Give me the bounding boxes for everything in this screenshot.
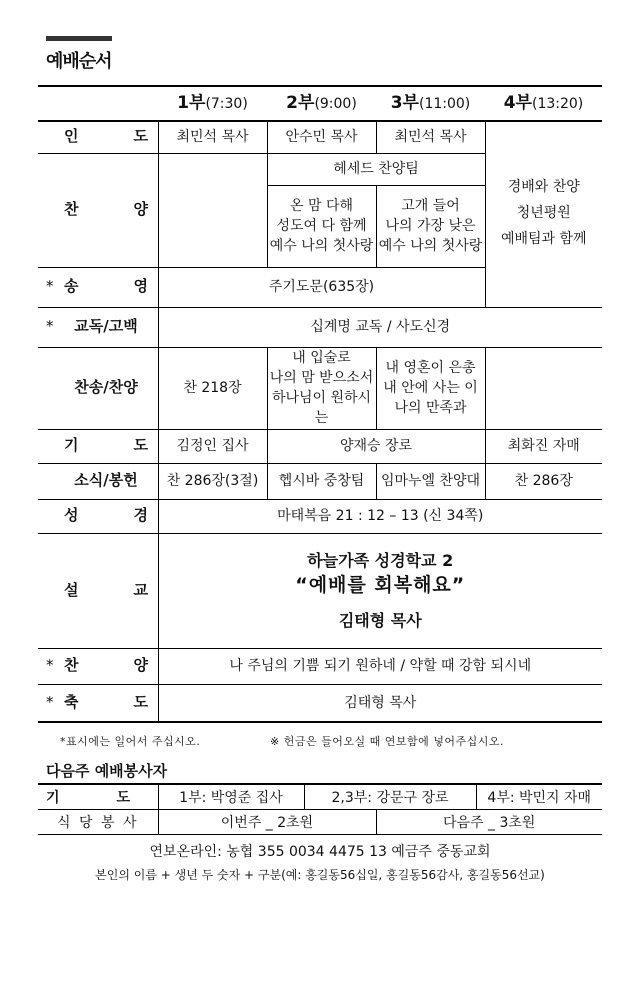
header-bar: [46, 36, 112, 41]
row-next-kitchen: 식 당 봉 사 이번주 _ 2초원 다음주 _ 3초원: [38, 810, 602, 835]
row-closing-praise: * 찬 양 나 주님의 기쁨 되기 원하네 / 약할 때 강함 되시네: [38, 648, 602, 684]
service-2: 2부(9:00): [267, 86, 376, 121]
worship-order-table: [38, 85, 602, 723]
sermon-title: “예배를 회복해요”: [295, 573, 466, 596]
service-4-worship: 경배와 찬양 청년평원 예배팀과 함께: [485, 121, 602, 307]
row-invocation: 인 도 최민석 목사 안수민 목사 최민석 목사 경배와 찬양 청년평원 예배팀과 함께: [38, 121, 602, 153]
row-prayer: 기 도 김정인 집사 양재승 장로 최화진 자매: [38, 429, 602, 463]
next-week-title: 다음주 예배봉사자: [46, 762, 168, 780]
sermon-preacher: 김태형 목사: [338, 611, 422, 631]
row-benediction: * 축 도 김태형 목사: [38, 684, 602, 722]
row-news-offering: 소식/봉헌 찬 286장(3절) 헵시바 중창팀 임마누엘 찬양대 찬 286장: [38, 463, 602, 499]
row-praise-team: 찬 양 헤세드 찬양팀: [38, 153, 602, 185]
online-offering-account: 연보온라인: 농협 355 0034 4475 13 예금주 중동교회: [149, 844, 491, 860]
row-sermon: 설 교 하늘가족 성경학교 2 “예배를 회복해요” 김태형 목사: [38, 533, 602, 648]
sermon-series: 하늘가족 성경학교 2: [307, 550, 454, 570]
service-3: 3부(11:00): [376, 86, 485, 121]
row-next-prayer: 기 도 1부: 박영준 집사 2,3부: 강문구 장로 4부: 박민지 자매: [38, 784, 602, 810]
service-1: 1부(7:30): [158, 86, 267, 121]
row-hymn: 찬송/찬양 찬 218장 내 입술로 나의 맘 받으소서 하나님이 원하시는 내 영혼이 은총 내 안에 사는 이 나의 만족과: [38, 347, 602, 429]
row-scripture: 성 경 마태복음 21 : 12 – 13 (신 34쪽): [38, 499, 602, 533]
row-creed: * 교독/고백 십계명 교독 / 사도신경: [38, 307, 602, 347]
page-title: 예배순서: [46, 51, 112, 72]
online-offering-format: 본인의 이름 + 생년 두 숫자 + 구분(예: 홍길동56십일, 홍길동56감사, 홍길동56선교): [95, 868, 545, 882]
row-doxology: * 송 영 주기도문(635장): [38, 267, 602, 307]
offering-note: ※ 헌금은 들어오실 때 연보함에 넣어주십시오.: [270, 735, 504, 748]
row-praise-songs: 온 맘 다해 성도여 다 함께 예수 나의 첫사랑 고개 들어 나의 가장 낮은 예수 나의 첫사랑: [38, 185, 602, 267]
service-4: 4부(13:20): [485, 86, 602, 121]
next-week-servers-table: [38, 783, 602, 835]
service-header-row: [38, 86, 602, 121]
standing-note: *표시에는 일어서 주십시오.: [60, 735, 201, 748]
